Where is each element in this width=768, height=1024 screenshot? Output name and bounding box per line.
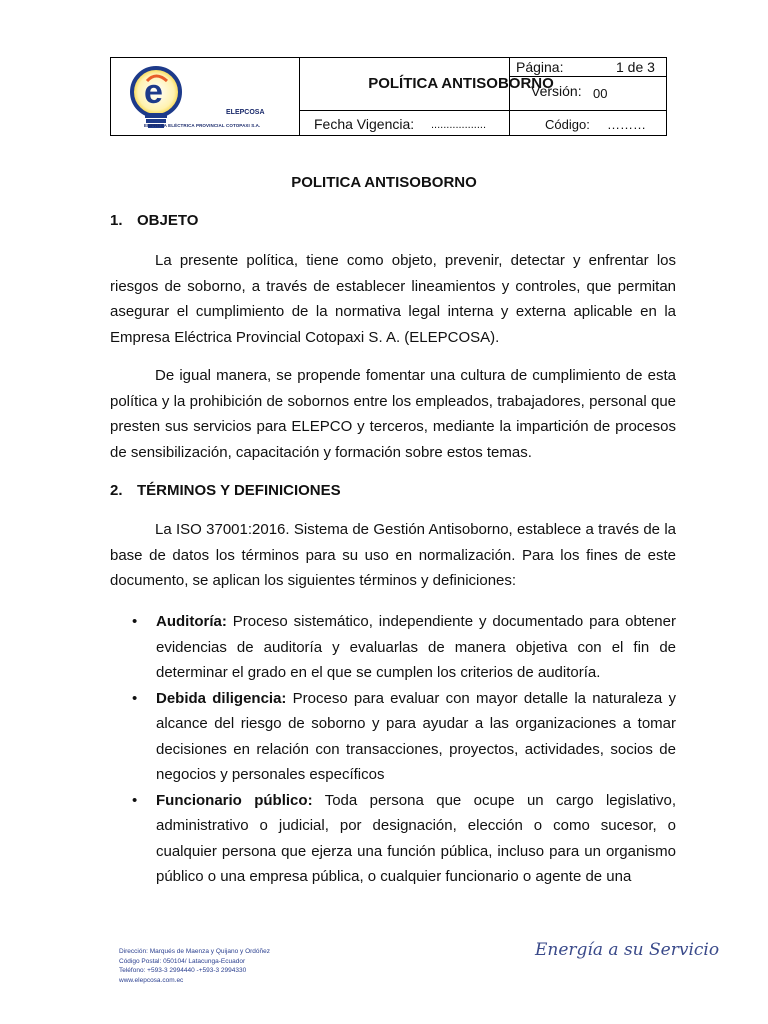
paragraph xyxy=(110,363,676,465)
company-logo xyxy=(111,58,299,135)
definition-text: Proceso para evaluar con mayor detalle la naturaleza y alcance del riesgo de soborno y para ayudar a las organizaciones a tomar decisiones en relación con transacciones, proyectos, actividades, socios de negocios y personales específicos xyxy=(156,689,676,783)
header-divider-vertical xyxy=(299,58,300,135)
definition-text: Proceso sistemático, independiente y documentado para obtener evidencias de auditoría y evaluarlas de manera objetiva con el fin de determinar el grado en el que se cumplen los criterios de auditoría. xyxy=(156,613,676,681)
definition-term: Auditoría: xyxy=(156,613,227,630)
footer-website: www.elepcosa.com.ec xyxy=(119,976,184,984)
header-codigo-value: ……… xyxy=(607,117,646,132)
header-codigo-label: Código: xyxy=(545,117,590,132)
header-fecha-value: .................. xyxy=(431,119,487,131)
footer-address-line: Teléfono: +593-3 2994440 -+593-3 2994330 xyxy=(119,967,247,974)
section-number: 2. xyxy=(110,482,123,499)
header-title: POLÍTICA ANTISOBORNO xyxy=(368,75,554,92)
section-heading-terminos xyxy=(110,482,341,499)
document-header-table xyxy=(110,57,667,136)
definition-term: Debida diligencia: xyxy=(156,689,287,707)
logo-subtitle-text: EMPRESA ELÉCTRICA PROVINCIAL COTOPAXI S.A. xyxy=(144,123,261,128)
svg-text:e: e xyxy=(144,73,163,111)
bullet-icon: • xyxy=(132,689,138,707)
list-item xyxy=(110,788,676,890)
section-number: 1. xyxy=(110,212,123,229)
header-pagina-label: Página: xyxy=(516,59,564,75)
header-divider-vertical xyxy=(509,58,510,135)
footer-address xyxy=(119,947,270,985)
list-item xyxy=(110,609,676,686)
header-version-label: Versión: xyxy=(531,83,582,99)
footer-address-line: Dirección: Marqués de Maenza y Quijano y Ordóñez xyxy=(119,948,271,955)
paragraph-text: De igual manera, se propende fomentar una cultura de cumplimiento de esta política y la prohibición de sobornos entre los empleados, trabajadores, personal que presten sus servicios para ELEPCO y terceros, mediante la impartición de procesos de sensibilización, capacitación y formación sobre estos temas. xyxy=(110,367,676,461)
footer-address-line: Código Postal: 050104/ Latacunga-Ecuador xyxy=(119,957,246,965)
footer-slogan: Energía a su Servicio xyxy=(535,940,720,960)
paragraph-text: La ISO 37001:2016. Sistema de Gestión Antisoborno, establece a través de la base de datos los términos para su uso en normalización. Para los fines de este documento, se aplican los siguientes términos y definiciones: xyxy=(110,521,676,589)
definition-term: Funcionario público: xyxy=(156,791,313,809)
header-fecha-label: Fecha Vigencia: xyxy=(314,116,415,132)
header-pagina-value: 1 de 3 xyxy=(616,59,655,75)
bullet-icon: • xyxy=(132,613,138,630)
header-version-value: 00 xyxy=(593,86,608,101)
paragraph xyxy=(110,248,676,350)
bullet-icon: • xyxy=(132,791,138,809)
document-title: POLITICA ANTISOBORNO xyxy=(291,174,477,191)
section-heading-text: OBJETO xyxy=(137,212,199,229)
paragraph xyxy=(110,517,676,594)
definition-text: Toda persona que ocupe un cargo legislativo, administrativo o judicial, por designación, elección o como sucesor, o cualquier persona que ejerza una función pública, incluso para un organismo público o una empresa pública, o cualquier funcionario o agente de una xyxy=(156,791,676,885)
logo-brand-text: ELEPCOSA xyxy=(226,109,265,116)
paragraph-text: La presente política, tiene como objeto, prevenir, detectar y enfrentar los riesgos de soborno, a través de establecer lineamientos y controles, que permitan asegurar el cumplimiento de la normativa legal interna y externa aplicable en la Empresa Eléctrica Provincial Cotopaxi S. A. (ELEPCOSA). xyxy=(110,252,676,346)
section-heading-objeto xyxy=(110,212,198,229)
section-heading-text: TÉRMINOS Y DEFINICIONES xyxy=(137,482,341,499)
header-divider-horizontal xyxy=(299,110,666,111)
list-item xyxy=(110,686,676,788)
definitions-list xyxy=(110,609,676,890)
